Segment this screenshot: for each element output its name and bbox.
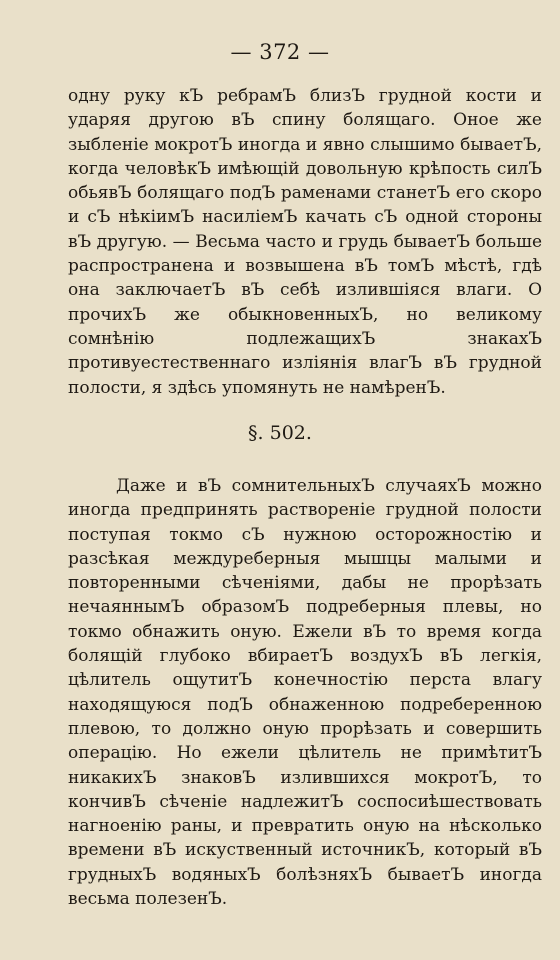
page-number: — 372 — [230, 40, 330, 64]
paragraph-2: Даже и вЪ сомнительныхЪ случаяхЪ можно иногда предпринять раствореніе грудной полости поступая токмо сЪ нужною осторожностію и разсѣкая междуреберныя мышцы малыми и повторенными сѣченіями, дабы не прорѣзать нечаяннымЪ образомЪ подреберныя плевы, но токмо обнажить оную. Ежели вЪ то время когда болящій глубоко вбираетЪ воздухЪ вЪ легкія, цѣлитель ощутитЪ конечностію перста влагу находящуюся подЪ обнаженною подреберенною плевою, то должно оную прорѣзать и совершить операцію. Но ежели цѣлитель не примѣтитЪ никакихЪ знаковЪ излившихся мокротЪ, то кончивЪ сѣченіе надлежитЪ соспосиѣшествовать нагноенію раны, и превратить оную на нѣсколько времени вЪ искуственный источникЪ, который вЪ грудныхЪ водяныхЪ болѣзняхЪ бываетЪ иногда весьма полезенЪ. [68, 476, 542, 910]
paragraph-1: одну руку кЪ ребрамЪ близЪ грудной кости и ударяя другою вЪ спину болящаго. Оное же зыбленіе мокротЪ иногда и явно слышимо бываетЪ, когда человѣкЪ имѣющій довольную крѣпость силЪ обьявЪ болящаго подЪ раменами станетЪ его скоро и сЪ нѣкіимЪ насиліемЪ качать сЪ одной стороны вЪ другую. — Весьма часто и грудь бываетЪ больше распространена и возвышена вЪ томЪ мѣстѣ, гдѣ она заключаетЪ вЪ себѣ излившіяся влаги. О прочихЪ же обыкновенныхЪ, но великому сомнѣнію подлежащихЪ знакахЪ противуестественнаго изліянія влагЪ вЪ грудной полости, я здѣсь упомянуть не намѣренЪ. [68, 86, 542, 398]
section-mark: §. 502. [248, 422, 312, 444]
